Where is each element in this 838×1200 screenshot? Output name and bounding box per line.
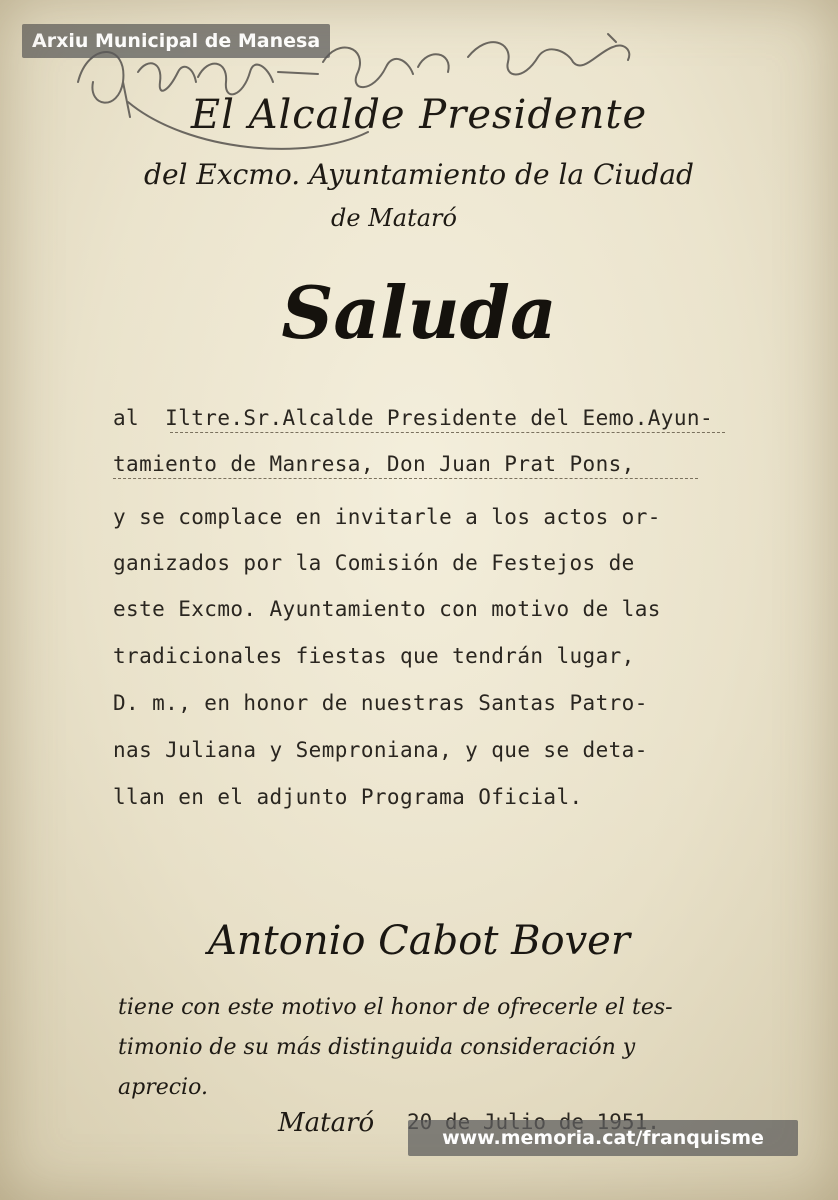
place-name: Mataró [278, 1108, 375, 1138]
body-line: llan en el adjunto Programa Oficial. [113, 785, 583, 809]
body-line: nas Juliana y Semproniana, y que se deta- [113, 738, 648, 762]
website-watermark: www.memoria.cat/franquisme [408, 1120, 798, 1156]
fill-line-1 [170, 432, 725, 433]
body-line: D. m., en honor de nuestras Santas Patro- [113, 691, 648, 715]
saluda-heading: Saluda [281, 270, 557, 355]
addressee-line-2: tamiento de Manresa, Don Juan Prat Pons, [113, 452, 635, 476]
body-line: ganizados por la Comisión de Festejos de [113, 551, 635, 575]
header-title: El Alcalde Presidente [190, 92, 648, 138]
body-line: este Excmo. Ayuntamiento con motivo de las [113, 597, 661, 621]
closing-line: tiene con este motivo el honor de ofrecerle el tes- [118, 995, 673, 1020]
closing-line: aprecio. [118, 1075, 208, 1100]
signatory-name: Antonio Cabot Bover [208, 918, 630, 964]
body-line: tradicionales fiestas que tendrán lugar, [113, 644, 635, 668]
body-line: y se complace en invitarle a los actos or- [113, 505, 661, 529]
addressee-line-1: al Iltre.Sr.Alcalde Presidente del Eemo.Ayun- [113, 406, 713, 430]
archive-watermark: Arxiu Municipal de Manesa [22, 24, 330, 58]
header-subtitle: del Excmo. Ayuntamiento de la Ciudad [144, 158, 694, 191]
header-city: de Mataró [331, 204, 457, 232]
closing-line: timonio de su más distinguida consideración y [118, 1035, 636, 1060]
fill-line-2 [113, 478, 698, 479]
